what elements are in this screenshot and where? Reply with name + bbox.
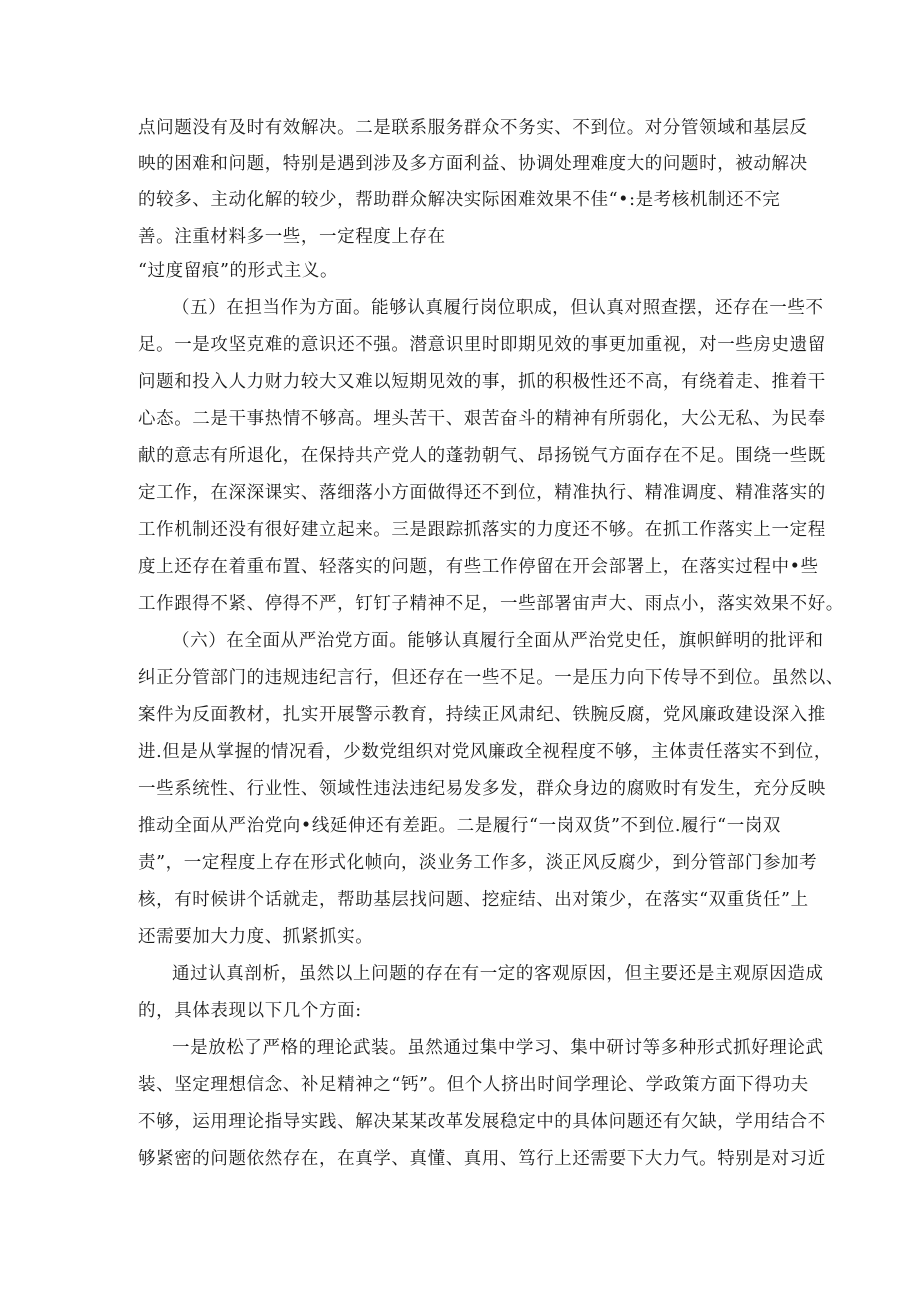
paragraph-start: 通过认真剖析，虽然以上问题的存在有一定的客观原因，但主要还是主观原因造成 <box>172 964 824 984</box>
text-line: 献的意志有所退化，在保持共产党人的蓬勃朝气、昂扬锐气方面存在不足。围绕一些既 <box>138 446 826 466</box>
paragraph-start: 一是放松了严格的理论武装。虽然通过集中学习、集中研讨等多种形式抓好理论武 <box>172 1038 824 1058</box>
text-line: 映的困难和问题，特别是遇到涉及多方面利益、协调处理难度大的问题时，被动解决 <box>138 154 808 174</box>
text-line: 的较多、主动化解的较少，帮助群众解决实际困难效果不佳“•:是考核机制还不完 <box>138 190 781 210</box>
text-line: 案件为反面教材，扎实开展警示教育，持续正风肃纪、铁腕反腐，党风廉政建设深入推 <box>138 705 826 725</box>
text-line: 定工作，在深深课实、落细落小方面做得还不到位，精准执行、精准调度、精准落实的 <box>138 483 826 503</box>
text-line: 点问题没有及时有效解决。二是联系服务群众不务实、不到位。对分管领域和基层反 <box>138 118 808 138</box>
text-line: 足。一是攻坚克难的意识还不强。潜意识里时即期见效的事更加重视，对一些房史遗留 <box>138 335 826 355</box>
text-line: 装、坚定理想信念、补足精神之“钙”。但个人挤出时间学理论、学政策方面下得功夫 <box>138 1075 809 1095</box>
text-line: 核，有时候讲个话就走，帮助基层找问题、挖症结、出对策少，在落实“双重货任”上 <box>138 890 809 910</box>
text-line: 工作跟得不紧、停得不严，钉钉子精神不足，一些部署宙声大、雨点小，落实效果不好。 <box>138 594 844 614</box>
text-line: 一些系统性、行业性、领域性违法违纪易发多发，群众身边的腐败时有发生，充分反映 <box>138 779 826 799</box>
text-line: 问题和投入人力财力较大又难以短期见效的事，抓的积极性还不高，有绕着走、推着干 <box>138 372 826 392</box>
text-line: 推动全面从严治党向•线延伸还有差距。二是履行“一岗双货”不到位.履行“一岗双 <box>138 816 782 836</box>
text-line: 善。注重材料多一些，一定程度上存在 <box>138 227 446 247</box>
text-line: 够紧密的问题依然存在，在真学、真懂、真用、笃行上还需要下大力气。特别是对习近 <box>138 1149 826 1169</box>
paragraph-heading-5: （五）在担当作为方面。能够认真履行岗位职成，但认真对照查摆，还存在一些不 <box>172 298 824 318</box>
text-line: 工作机制还没有很好建立起来。三是跟踪抓落实的力度还不够。在抓工作落实上一定程 <box>138 520 826 540</box>
text-line: 度上还存在着重布置、轻落实的问题，有些工作停留在开会部署上，在落实过程中•些 <box>138 557 819 577</box>
paragraph-heading-6: （六）在全面从严治党方面。能够认真履行全面从严治党史任，旗帜鲜明的批评和 <box>172 631 824 651</box>
text-line: 纠正分管部门的违规违纪言行，但还存在一些不足。一是压力向下传导不到位。虽然以、 <box>138 668 844 688</box>
text-line: 不够，运用理论指导实践、解决某某改革发展稳定中的具体问题还有欠缺，学用结合不 <box>138 1112 826 1132</box>
text-line: 心态。二是干事热情不够高。埋头苦干、艰苦奋斗的精神有所弱化，大公无私、为民奉 <box>138 409 826 429</box>
text-line: 责”，一定程度上存在形式化帧向，淡业务工作多，淡正风反腐少，到分管部门参加考 <box>138 853 818 873</box>
text-line: “过度留痕”的形式主义。 <box>138 261 339 281</box>
text-line: 进.但是从掌握的情况看，少数党组织对党风廉政全视程度不够，主体责任落实不到位， <box>138 742 832 762</box>
text-line: 还需要加大力度、抓紧抓实。 <box>138 927 374 947</box>
text-line: 的，具体表现以下几个方面: <box>138 1001 362 1021</box>
